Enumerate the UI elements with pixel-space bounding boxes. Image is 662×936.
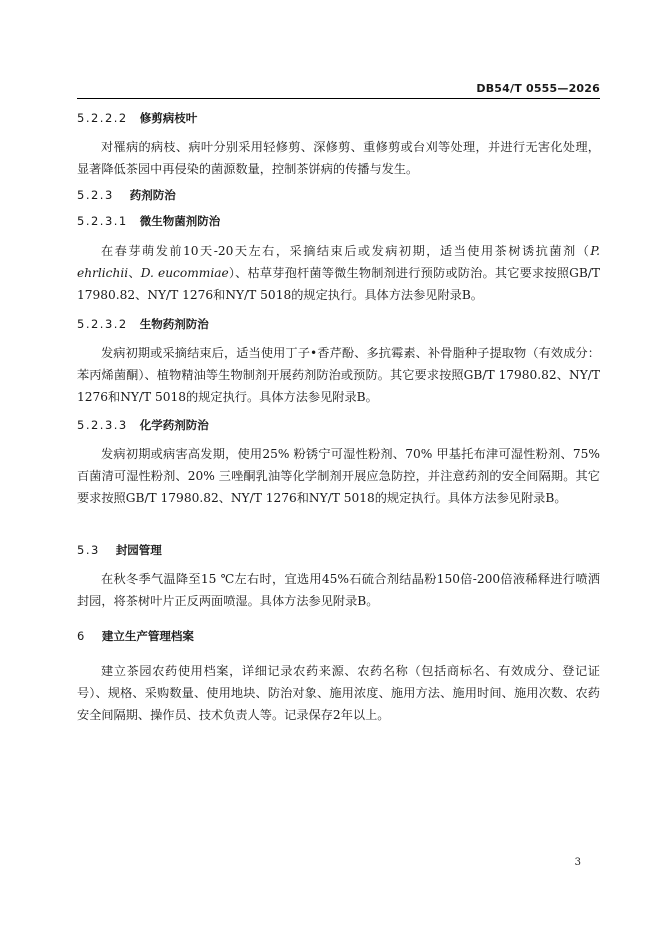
header-rule — [77, 98, 600, 99]
page-number: 3 — [574, 857, 581, 868]
heading-5-2-3 — [77, 187, 600, 203]
heading-number: 5.2.3.1 — [77, 214, 128, 228]
heading-5-2-3-2 — [77, 316, 600, 332]
heading-title: 建立生产管理档案 — [101, 629, 194, 643]
species-name: P. ehrlichii — [77, 244, 600, 280]
heading-title: 微生物菌剂防治 — [139, 214, 221, 228]
heading-title: 生物药剂防治 — [139, 317, 209, 331]
heading-5-2-3-1 — [77, 213, 600, 229]
heading-6 — [77, 628, 600, 644]
heading-5-3 — [77, 542, 600, 558]
heading-number: 5.2.3 — [77, 188, 114, 202]
paragraph-5-3: 在秋冬季气温降至15 ℃左右时，宜选用45%石硫合剂结晶粉150倍-200倍液稀释进行喷洒封园，将茶树叶片正反两面喷湿。具体方法参见附录B。 — [77, 572, 600, 608]
paragraph-5-2-2-2: 对罹病的病枝、病叶分别采用轻修剪、深修剪、重修剪或台刈等处理，并进行无害化处理，显著降低茶园中再侵染的菌源数量，控制茶饼病的传播与发生。 — [77, 140, 600, 176]
paragraph-5-2-3-2: 发病初期或采摘结束后，适当使用丁子•香芹酚、多抗霉素、补骨脂种子提取物（有效成分：苯丙烯菌酮）、植物精油等生物制剂开展药剂防治或预防。其它要求按照GB/T 17980.82、NY/T 1276和NY/T 5018的规定执行。具体方法参见附录B。 — [77, 346, 600, 404]
heading-5-2-3-3 — [77, 417, 600, 433]
heading-number: 5.2.2.2 — [77, 111, 128, 125]
heading-title: 药剂防治 — [129, 188, 176, 202]
paragraph-6: 建立茶园农药使用档案，详细记录农药来源、农药名称（包括商标名、有效成分、登记证号）、规格、采购数量、使用地块、防治对象、施用浓度、施用方法、施用时间、施用次数、农药安全间隔期、操作员、技术负责人等。记录保存2年以上。 — [77, 664, 600, 722]
document-code: DB54/T 0555—2026 — [476, 82, 600, 95]
heading-title: 修剪病枝叶 — [139, 111, 198, 125]
heading-number: 5.2.3.2 — [77, 317, 128, 331]
text-run: 、 — [128, 266, 141, 280]
text-run: ）、枯草芽孢杆菌等微生物制剂进行预防或防治。其它要求按照GB/T 17980.82、NY/T 1276和NY/T 5018的规定执行。具体方法参见附录B。 — [77, 266, 601, 302]
species-name: D. eucommiae — [140, 266, 229, 280]
heading-5-2-2-2 — [77, 110, 600, 126]
paragraph-5-2-3-1 — [77, 240, 600, 306]
heading-title: 化学药剂防治 — [139, 418, 209, 432]
text-run: 在春芽萌发前10天-20天左右，采摘结束后或发病初期，适当使用茶树诱抗菌剂（ — [101, 244, 591, 258]
heading-number: 6 — [77, 629, 86, 643]
paragraph-5-2-3-3: 发病初期或病害高发期，使用25% 粉锈宁可湿性粉剂、70% 甲基托布津可湿性粉剂、75% 百菌清可湿性粉剂、20% 三唑酮乳油等化学制剂开展应急防控，并注意药剂的安全间隔期。其它要求按照GB/T 17980.82、NY/T 1276和NY/T 5018的规定执行。具体方法参见附录B。 — [77, 447, 600, 505]
heading-number: 5.2.3.3 — [77, 418, 128, 432]
heading-title: 封园管理 — [115, 543, 162, 557]
heading-number: 5.3 — [77, 543, 100, 557]
